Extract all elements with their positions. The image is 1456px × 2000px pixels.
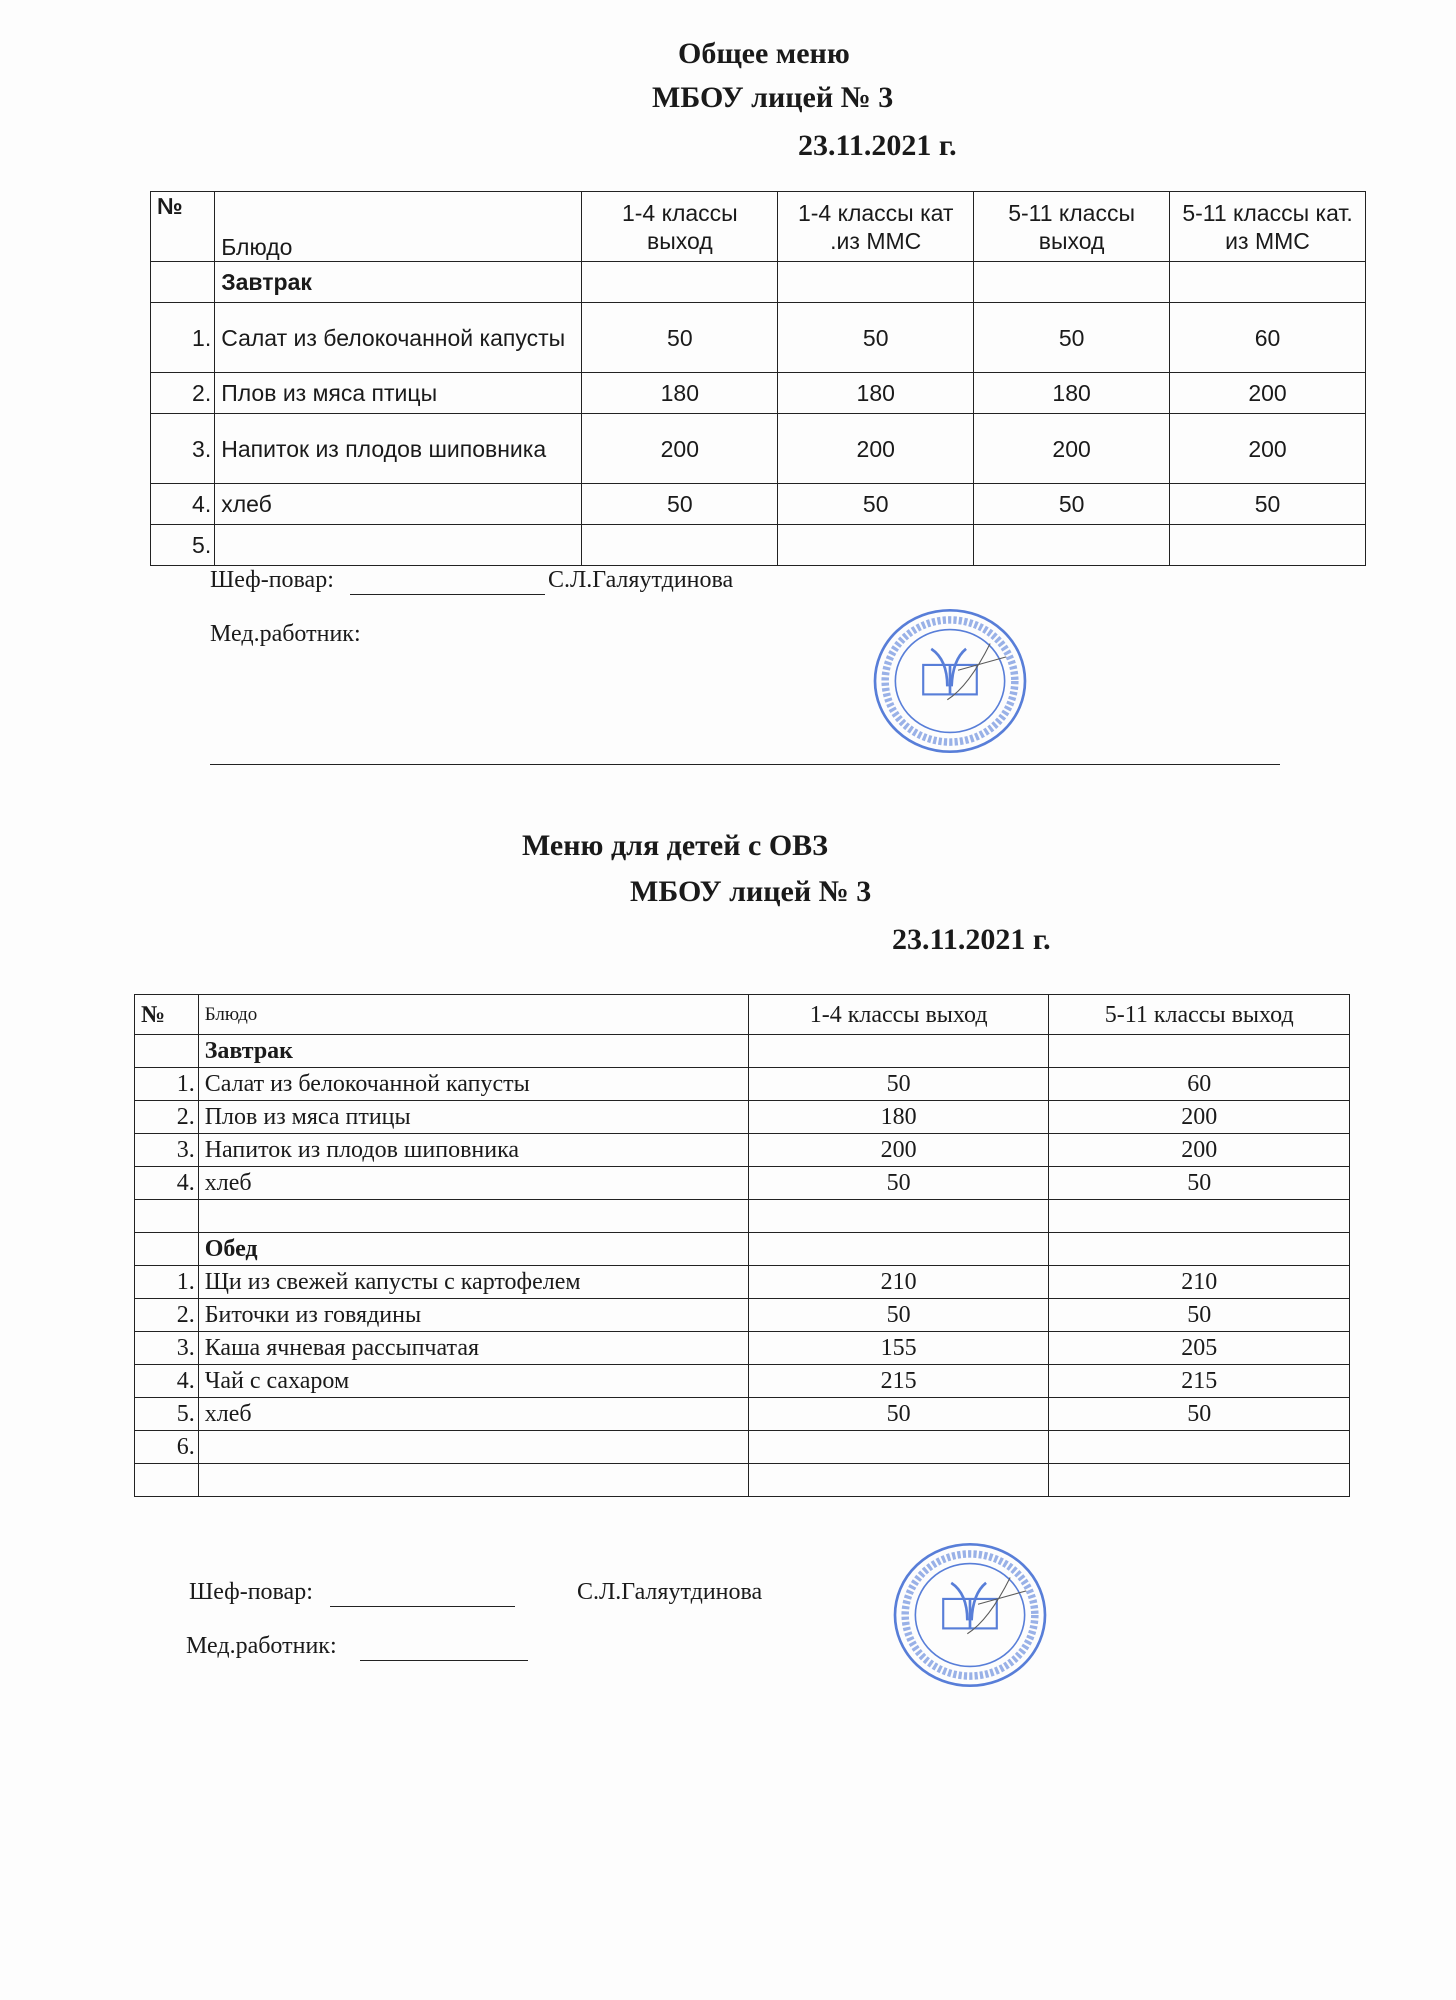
row-dish: хлеб: [215, 484, 582, 525]
row-num: 2.: [135, 1101, 199, 1134]
row-dish: Чай с сахаром: [198, 1365, 748, 1398]
section-row: [151, 262, 1366, 303]
row-value-c4: 50: [1170, 484, 1366, 525]
table-row: [151, 303, 1366, 373]
row-value-c1: 50: [582, 484, 778, 525]
empty-cell: [198, 1200, 748, 1233]
section-label: Завтрак: [198, 1035, 748, 1068]
official-stamp: [860, 1540, 1080, 1690]
table-row: [151, 525, 1366, 566]
table-row: [135, 1398, 1350, 1431]
menu2-school: МБОУ лицей № 3: [630, 875, 872, 908]
table-row: [135, 1134, 1350, 1167]
row-dish: Салат из белокочанной капусты: [198, 1068, 748, 1101]
menu1-med-label: Мед.работник:: [210, 621, 361, 647]
table-row: [135, 1266, 1350, 1299]
row-num: 2.: [151, 373, 215, 414]
empty-cell: [135, 1200, 199, 1233]
row-value-c2: [778, 525, 974, 566]
row-value-c4: 200: [1170, 373, 1366, 414]
row-num: 4.: [151, 484, 215, 525]
header-c1: 1-4 классы выход: [748, 995, 1049, 1035]
row-num: 5.: [151, 525, 215, 566]
menu2-chef-label: Шеф-повар:: [189, 1579, 313, 1605]
empty-cell: [582, 262, 778, 303]
menu1-table: [150, 191, 1366, 566]
med-signature-line: [360, 1660, 528, 1661]
menu1-chef-name: С.Л.Галяутдинова: [548, 567, 734, 593]
row-dish: хлеб: [198, 1167, 748, 1200]
row-value-c3: 180: [974, 373, 1170, 414]
row-dish: Напиток из плодов шиповника: [215, 414, 582, 484]
row-num: 3.: [151, 414, 215, 484]
row-value-c1: 50: [748, 1068, 1049, 1101]
row-dish: Каша ячневая рассыпчатая: [198, 1332, 748, 1365]
row-value-c2: 50: [1049, 1167, 1350, 1200]
table-header-row: [151, 192, 1366, 262]
row-value-c2: 50: [1049, 1398, 1350, 1431]
row-num: 2.: [135, 1299, 199, 1332]
row-value-c1: 200: [748, 1134, 1049, 1167]
empty-cell: [198, 1464, 748, 1497]
row-value-c2: 180: [778, 373, 974, 414]
empty-cell: [1170, 262, 1366, 303]
row-value-c2: 210: [1049, 1266, 1350, 1299]
row-num: 3.: [135, 1134, 199, 1167]
row-num: 6.: [135, 1431, 199, 1464]
row-dish: Биточки из говядины: [198, 1299, 748, 1332]
section-row: [135, 1035, 1350, 1068]
chef-signature-line: [330, 1606, 515, 1607]
row-dish: Плов из мяса птицы: [198, 1101, 748, 1134]
empty-cell: [135, 1233, 199, 1266]
row-dish: [198, 1431, 748, 1464]
blank-row: [135, 1200, 1350, 1233]
empty-cell: [1049, 1464, 1350, 1497]
row-value-c1: 50: [748, 1299, 1049, 1332]
table-row: [135, 1068, 1350, 1101]
row-value-c1: 210: [748, 1266, 1049, 1299]
header-num: №: [151, 192, 215, 262]
row-value-c3: 200: [974, 414, 1170, 484]
row-num: 5.: [135, 1398, 199, 1431]
row-value-c2: 50: [778, 484, 974, 525]
row-value-c1: 155: [748, 1332, 1049, 1365]
row-dish: Плов из мяса птицы: [215, 373, 582, 414]
table-row: [151, 373, 1366, 414]
empty-cell: [151, 262, 215, 303]
row-dish: Салат из белокочанной капусты: [215, 303, 582, 373]
row-value-c2: 50: [1049, 1299, 1350, 1332]
empty-cell: [748, 1233, 1049, 1266]
row-value-c3: [974, 525, 1170, 566]
row-num: 1.: [151, 303, 215, 373]
row-num: 1.: [135, 1068, 199, 1101]
menu2-title: Меню для детей с ОВЗ: [522, 829, 829, 862]
row-num: 4.: [135, 1365, 199, 1398]
header-c4: 5-11 классы кат. из ММС: [1170, 192, 1366, 262]
header-dish: Блюдо: [198, 995, 748, 1035]
section-breakfast: Завтрак: [215, 262, 582, 303]
row-value-c2: 200: [778, 414, 974, 484]
empty-cell: [1049, 1233, 1350, 1266]
table-row: [135, 1431, 1350, 1464]
row-value-c4: 200: [1170, 414, 1366, 484]
empty-cell: [135, 1035, 199, 1068]
row-value-c1: [582, 525, 778, 566]
row-value-c2: 200: [1049, 1101, 1350, 1134]
row-value-c4: 60: [1170, 303, 1366, 373]
menu1-title: Общее меню: [678, 37, 850, 70]
row-num: 3.: [135, 1332, 199, 1365]
table-row: [135, 1365, 1350, 1398]
header-dish: Блюдо: [215, 192, 582, 262]
table-row: [135, 1299, 1350, 1332]
row-value-c1: 180: [748, 1101, 1049, 1134]
menu2-date: 23.11.2021 г.: [892, 923, 1051, 956]
header-c2: 5-11 классы выход: [1049, 995, 1350, 1035]
row-value-c1: 50: [582, 303, 778, 373]
row-value-c2: 205: [1049, 1332, 1350, 1365]
table-row: [135, 1167, 1350, 1200]
empty-cell: [1049, 1200, 1350, 1233]
row-value-c4: [1170, 525, 1366, 566]
header-num: №: [135, 995, 199, 1035]
empty-cell: [974, 262, 1170, 303]
empty-cell: [1049, 1035, 1350, 1068]
blank-row: [135, 1464, 1350, 1497]
menu2-chef-name: С.Л.Галяутдинова: [577, 1579, 763, 1605]
empty-cell: [748, 1200, 1049, 1233]
leaf-icon: [931, 649, 966, 695]
empty-cell: [748, 1464, 1049, 1497]
table-row: [135, 1332, 1350, 1365]
table-row: [135, 1101, 1350, 1134]
row-value-c1: 50: [748, 1167, 1049, 1200]
menu2-med-label: Мед.работник:: [186, 1633, 337, 1659]
row-value-c1: 200: [582, 414, 778, 484]
header-c2: 1-4 классы кат .из ММС: [778, 192, 974, 262]
menu1-chef-label: Шеф-повар:: [210, 567, 334, 593]
menu1-date: 23.11.2021 г.: [798, 129, 957, 162]
row-dish: хлеб: [198, 1398, 748, 1431]
header-c1: 1-4 классы выход: [582, 192, 778, 262]
row-value-c2: [1049, 1431, 1350, 1464]
menu2-table: [134, 994, 1350, 1497]
row-dish: [215, 525, 582, 566]
chef-signature-line: [350, 594, 545, 595]
leaf-icon: [951, 1583, 986, 1629]
header-c3: 5-11 классы выход: [974, 192, 1170, 262]
section-label: Обед: [198, 1233, 748, 1266]
row-value-c1: [748, 1431, 1049, 1464]
row-value-c2: 50: [778, 303, 974, 373]
empty-cell: [748, 1035, 1049, 1068]
row-value-c2: 200: [1049, 1134, 1350, 1167]
row-value-c1: 215: [748, 1365, 1049, 1398]
row-num: 4.: [135, 1167, 199, 1200]
row-value-c1: 180: [582, 373, 778, 414]
row-dish: Щи из свежей капусты с картофелем: [198, 1266, 748, 1299]
table-header-row: [135, 995, 1350, 1035]
table-row: [151, 484, 1366, 525]
row-value-c3: 50: [974, 303, 1170, 373]
empty-cell: [778, 262, 974, 303]
empty-cell: [135, 1464, 199, 1497]
menu1-school: МБОУ лицей № 3: [652, 81, 894, 114]
row-num: 1.: [135, 1266, 199, 1299]
separator-line: [210, 764, 1280, 765]
row-value-c3: 50: [974, 484, 1170, 525]
row-dish: Напиток из плодов шиповника: [198, 1134, 748, 1167]
official-stamp: [840, 606, 1060, 756]
row-value-c2: 60: [1049, 1068, 1350, 1101]
row-value-c2: 215: [1049, 1365, 1350, 1398]
row-value-c1: 50: [748, 1398, 1049, 1431]
table-row: [151, 414, 1366, 484]
section-row: [135, 1233, 1350, 1266]
